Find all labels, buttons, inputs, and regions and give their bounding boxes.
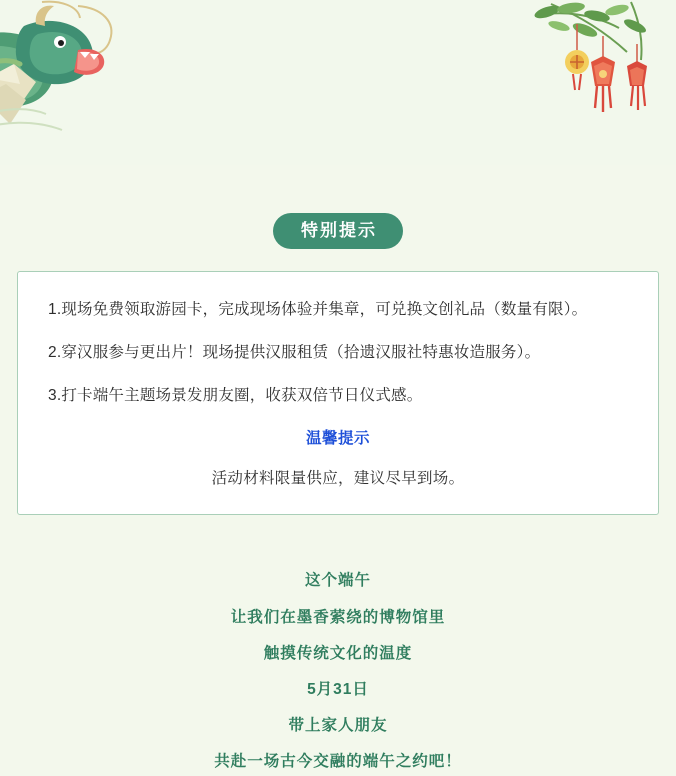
closing-line: 触摸传统文化的温度 bbox=[263, 644, 413, 662]
closing-line: 5月31日 bbox=[307, 680, 369, 698]
closing-line: 带上家人朋友 bbox=[288, 716, 388, 734]
section-title-wrapper bbox=[0, 213, 676, 249]
notice-item: 3.打卡端午主题场景发朋友圈，收获双倍节日仪式感。 bbox=[48, 386, 423, 404]
notice-item: 1.现场免费领取游园卡，完成现场体验并集章，可兑换文创礼品（数量有限）。 bbox=[48, 301, 588, 318]
notice-item: 2.穿汉服参与更出片！现场提供汉服租赁（拾遗汉服社特惠妆造服务）。 bbox=[48, 343, 541, 361]
decorative-header-band bbox=[0, 0, 676, 165]
closing-line: 共赴一场古今交融的端午之约吧！ bbox=[214, 753, 462, 771]
hanging-sachets-illustration bbox=[531, 0, 676, 145]
closing-message bbox=[0, 571, 676, 772]
warm-tip-title: 温馨提示 bbox=[305, 430, 370, 448]
warm-tip-text: 活动材料限量供应，建议尽早到场。 bbox=[211, 470, 465, 488]
closing-line: 让我们在墨香萦绕的博物馆里 bbox=[230, 608, 446, 626]
notice-card bbox=[17, 271, 659, 515]
page-title: 特别提示 bbox=[273, 213, 403, 249]
dragon-illustration bbox=[0, 0, 212, 165]
closing-line: 这个端午 bbox=[304, 572, 371, 590]
